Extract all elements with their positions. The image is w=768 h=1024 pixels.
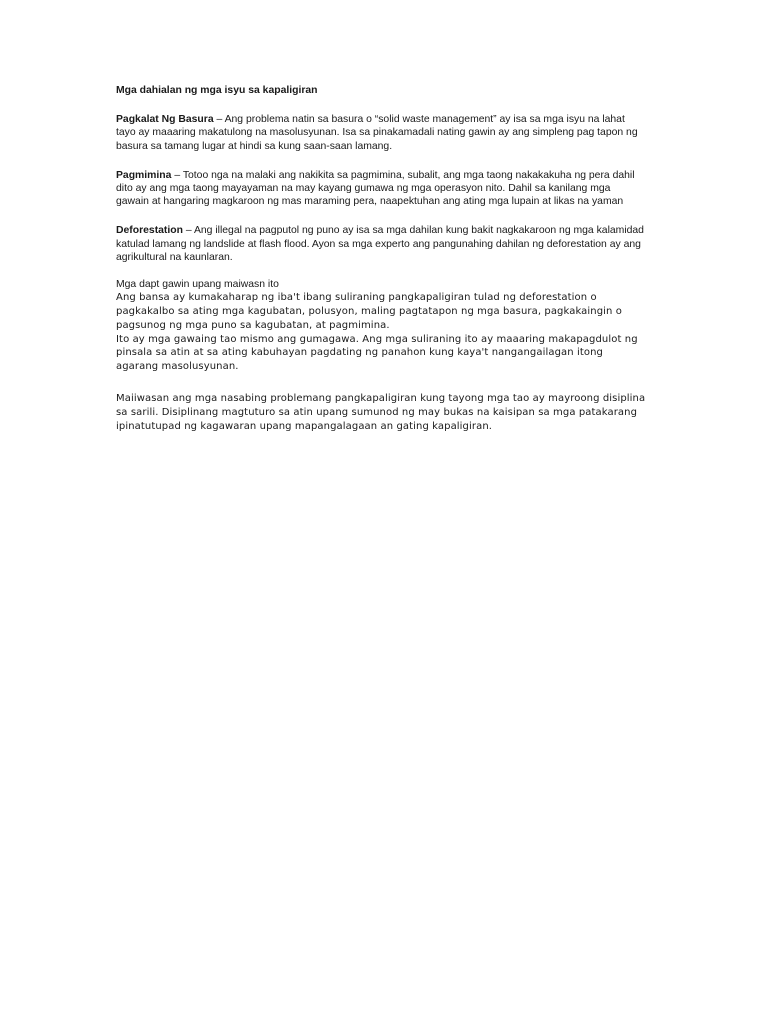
document-page (116, 84, 646, 433)
paragraph-text: Ang problema natin sa basura o “solid waste management” ay isa sa mga isyu na lahat tayo ay maaaring makatulong na masolusyunan. Isa sa pinakamadali nating gawin ay ang simpleng pag tapon ng basura sa tamang lugar at hindi sa kung saan-saan lamang. (116, 114, 638, 152)
section-heading: Mga dapt gawin upang maiwasn ito (116, 279, 279, 291)
closing-paragraph: Maiiwasan ang mga nasabing problemang pangkapaligiran kung tayong mga tao ay mayroong disiplina sa sarili. Disiplinang magtuturo sa atin upang sumunod ng may bukas na kaisipan sa mga patakarang ipinatutupad ng kagawaran upang mapangalagaan an gating kapaligiran. (116, 393, 646, 432)
paragraph-text: Totoo nga na malaki ang nakikita sa pagmimina, subalit, ang mga taong nakakakuha ng pera dahil dito ay ang mga taong mayayaman na may kayang gumawa ng mga operasyon nito. Dahil sa kanilang mga gawain at hangaring magkaroon ng mas maraming pera, naapektuhan ang ating mga lupain at likas na yaman (116, 169, 635, 208)
separator: – (182, 225, 194, 237)
separator: – (213, 114, 225, 126)
paragraph-pagkalat-ng-basura (116, 113, 646, 153)
term-pagkalat-ng-basura: Pagkalat Ng Basura (116, 114, 214, 126)
paragraph-deforestation (116, 224, 646, 264)
document-title: Mga dahialan ng mga isyu sa kapaligiran (116, 85, 318, 96)
separator: – (171, 169, 183, 181)
term-pagmimina: Pagmimina (116, 169, 172, 181)
paragraph-text: Ang illegal na pagputol ng puno ay isa sa mga dahilan kung bakit nagkakaroon ng mga kalamidad katulad lamang ng landslide at flash flood. Ayon sa mga experto ang pangunahing dahilan ng deforestation ay ang agrikultural na kaunlaran. (116, 225, 644, 263)
section-line-1: Ang bansa ay kumakaharap ng iba't ibang suliraning pangkapaligiran tulad ng deforestation o pagkakalbo sa ating mga kagubatan, polusyon, maling pagtatapon ng mga basura, pagkakaingin o pagsunog ng mga puno sa kagubatan, at pagmimina. (116, 292, 622, 331)
section-line-2: Ito ay mga gawaing tao mismo ang gumagawa. Ang mga suliraning ito ay maaaring makapagdulot ng pinsala sa atin at sa ating kabuhayan pagdating ng panahon kung kaya't nangangailagan itong agarang masolusyunan. (116, 333, 638, 373)
paragraph-pagmimina (116, 169, 646, 209)
spacer (116, 374, 646, 392)
term-deforestation: Deforestation (116, 225, 183, 237)
